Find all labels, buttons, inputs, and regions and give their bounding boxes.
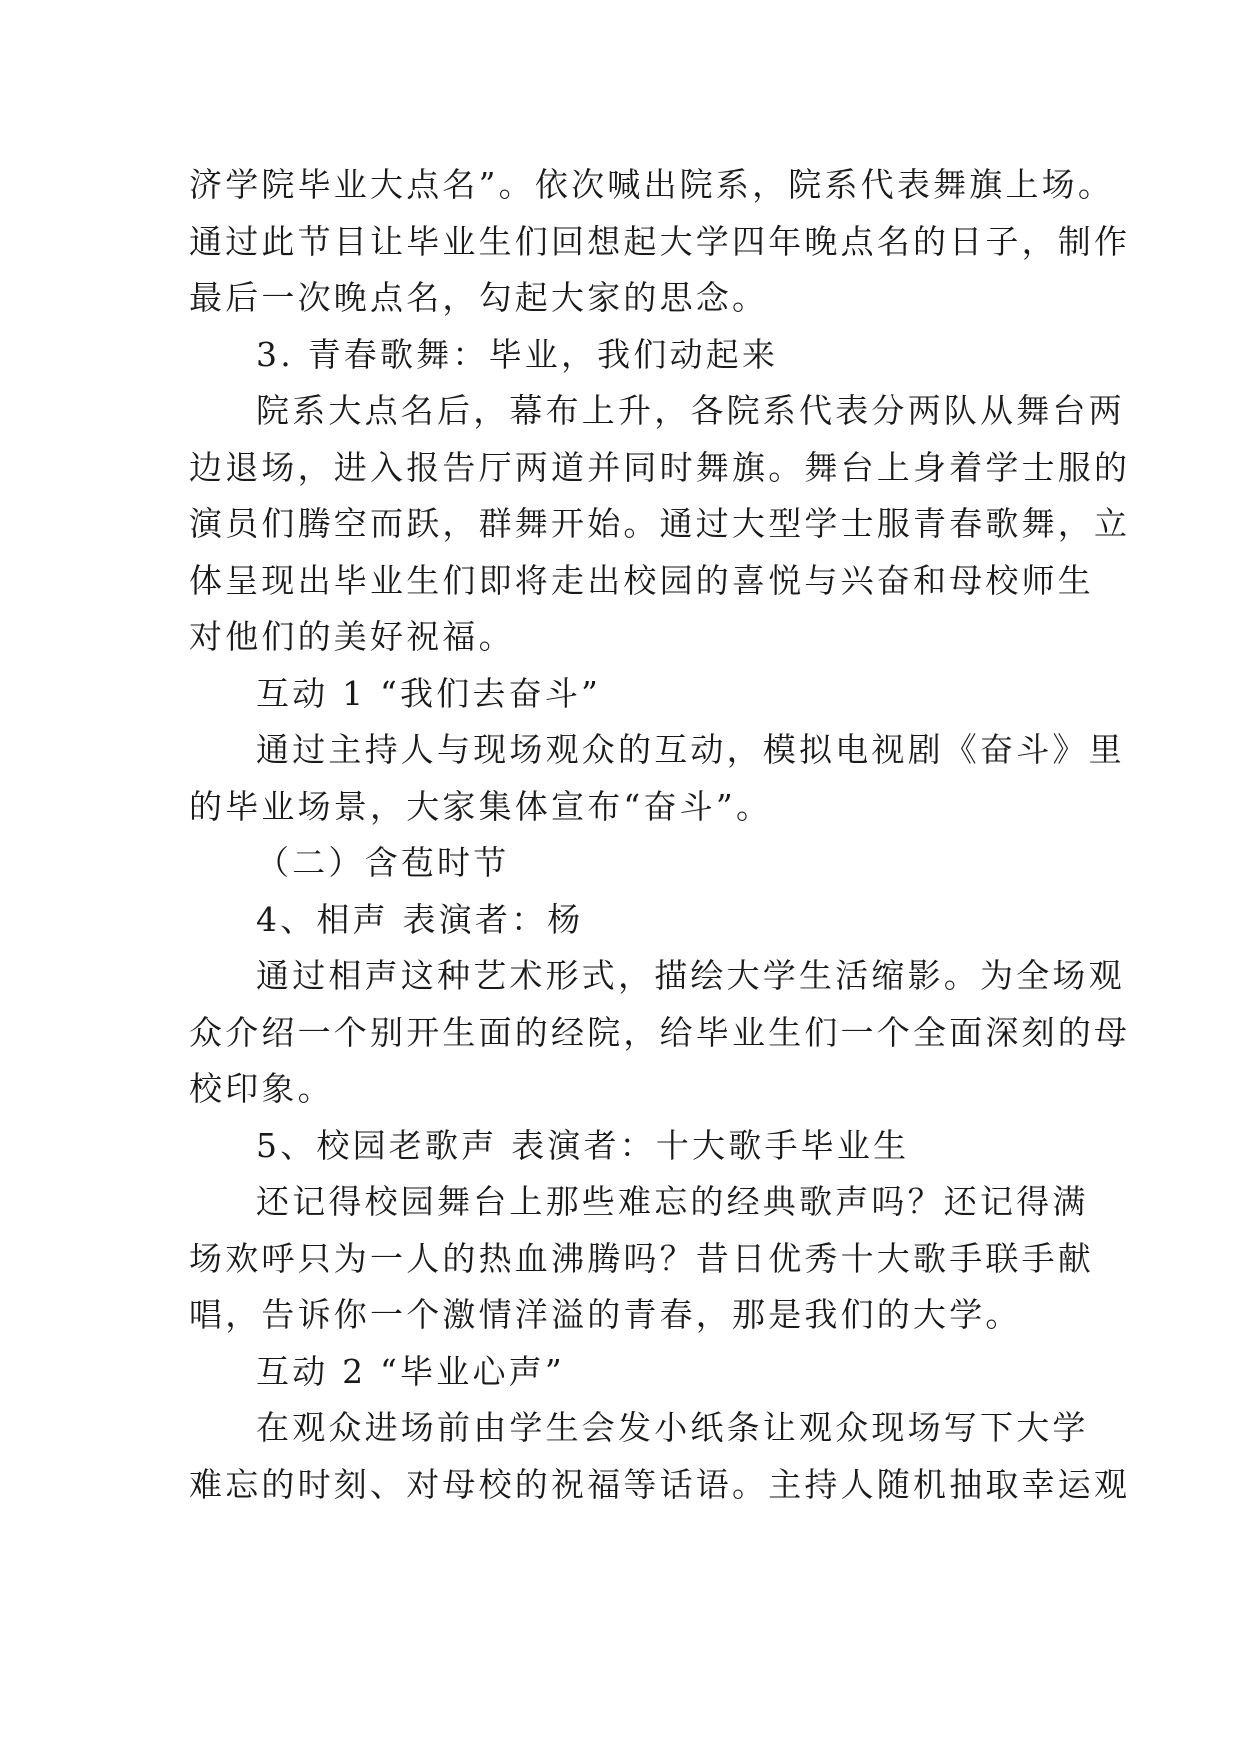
paragraph-line: 在观众进场前由学生会发小纸条让观众现场写下大学 <box>256 1408 1089 1447</box>
section-heading: 5、校园老歌声 表演者：十大歌手毕业生 <box>256 1126 910 1165</box>
paragraph-line: 济学院毕业大点名”。依次喊出院系，院系代表舞旗上场。 <box>189 165 1115 204</box>
paragraph-line: 众介绍一个别开生面的经院，给毕业生们一个全面深刻的母 <box>189 1013 1131 1052</box>
section-heading: （二）含苞时节 <box>256 843 510 882</box>
paragraph-line: 通过相声这种艺术形式，描绘大学生活缩影。为全场观 <box>256 956 1125 995</box>
paragraph-line: 对他们的美好祝福。 <box>189 617 515 656</box>
paragraph-line: 的毕业场景，大家集体宣布“奋斗”。 <box>189 787 773 826</box>
paragraph-line: 通过主持人与现场观众的互动，模拟电视剧《奋斗》里 <box>256 730 1125 769</box>
paragraph-line: 边退场，进入报告厅两道并同时舞旗。舞台上身着学士服的 <box>189 448 1131 487</box>
paragraph-line: 难忘的时刻、对母校的祝福等话语。主持人随机抽取幸运观 <box>189 1465 1131 1504</box>
section-heading: 3. 青春歌舞：毕业，我们动起来 <box>256 335 779 374</box>
paragraph-line: 校印象。 <box>189 1069 334 1108</box>
paragraph-line: 演员们腾空而跃，群舞开始。通过大型学士服青春歌舞，立 <box>189 504 1131 543</box>
paragraph-line: 场欢呼只为一人的热血沸腾吗？昔日优秀十大歌手联手献 <box>189 1239 1094 1278</box>
paragraph-line: 唱，告诉你一个激情洋溢的青春，那是我们的大学。 <box>189 1295 1022 1334</box>
paragraph-line: 院系大点名后，幕布上升，各院系代表分两队从舞台两 <box>256 391 1125 430</box>
section-heading: 互动 2 “毕业心声” <box>256 1352 565 1391</box>
paragraph-line: 通过此节目让毕业生们回想起大学四年晚点名的日子，制作 <box>189 222 1131 261</box>
section-heading: 4、相声 表演者：杨 <box>256 900 584 939</box>
paragraph-line: 还记得校园舞台上那些难忘的经典歌声吗？还记得满 <box>256 1182 1089 1221</box>
section-heading: 互动 1 “我们去奋斗” <box>256 674 602 713</box>
paragraph-line: 最后一次晚点名，勾起大家的思念。 <box>189 278 769 317</box>
paragraph-line: 体呈现出毕业生们即将走出校园的喜悦与兴奋和母校师生 <box>189 561 1094 600</box>
